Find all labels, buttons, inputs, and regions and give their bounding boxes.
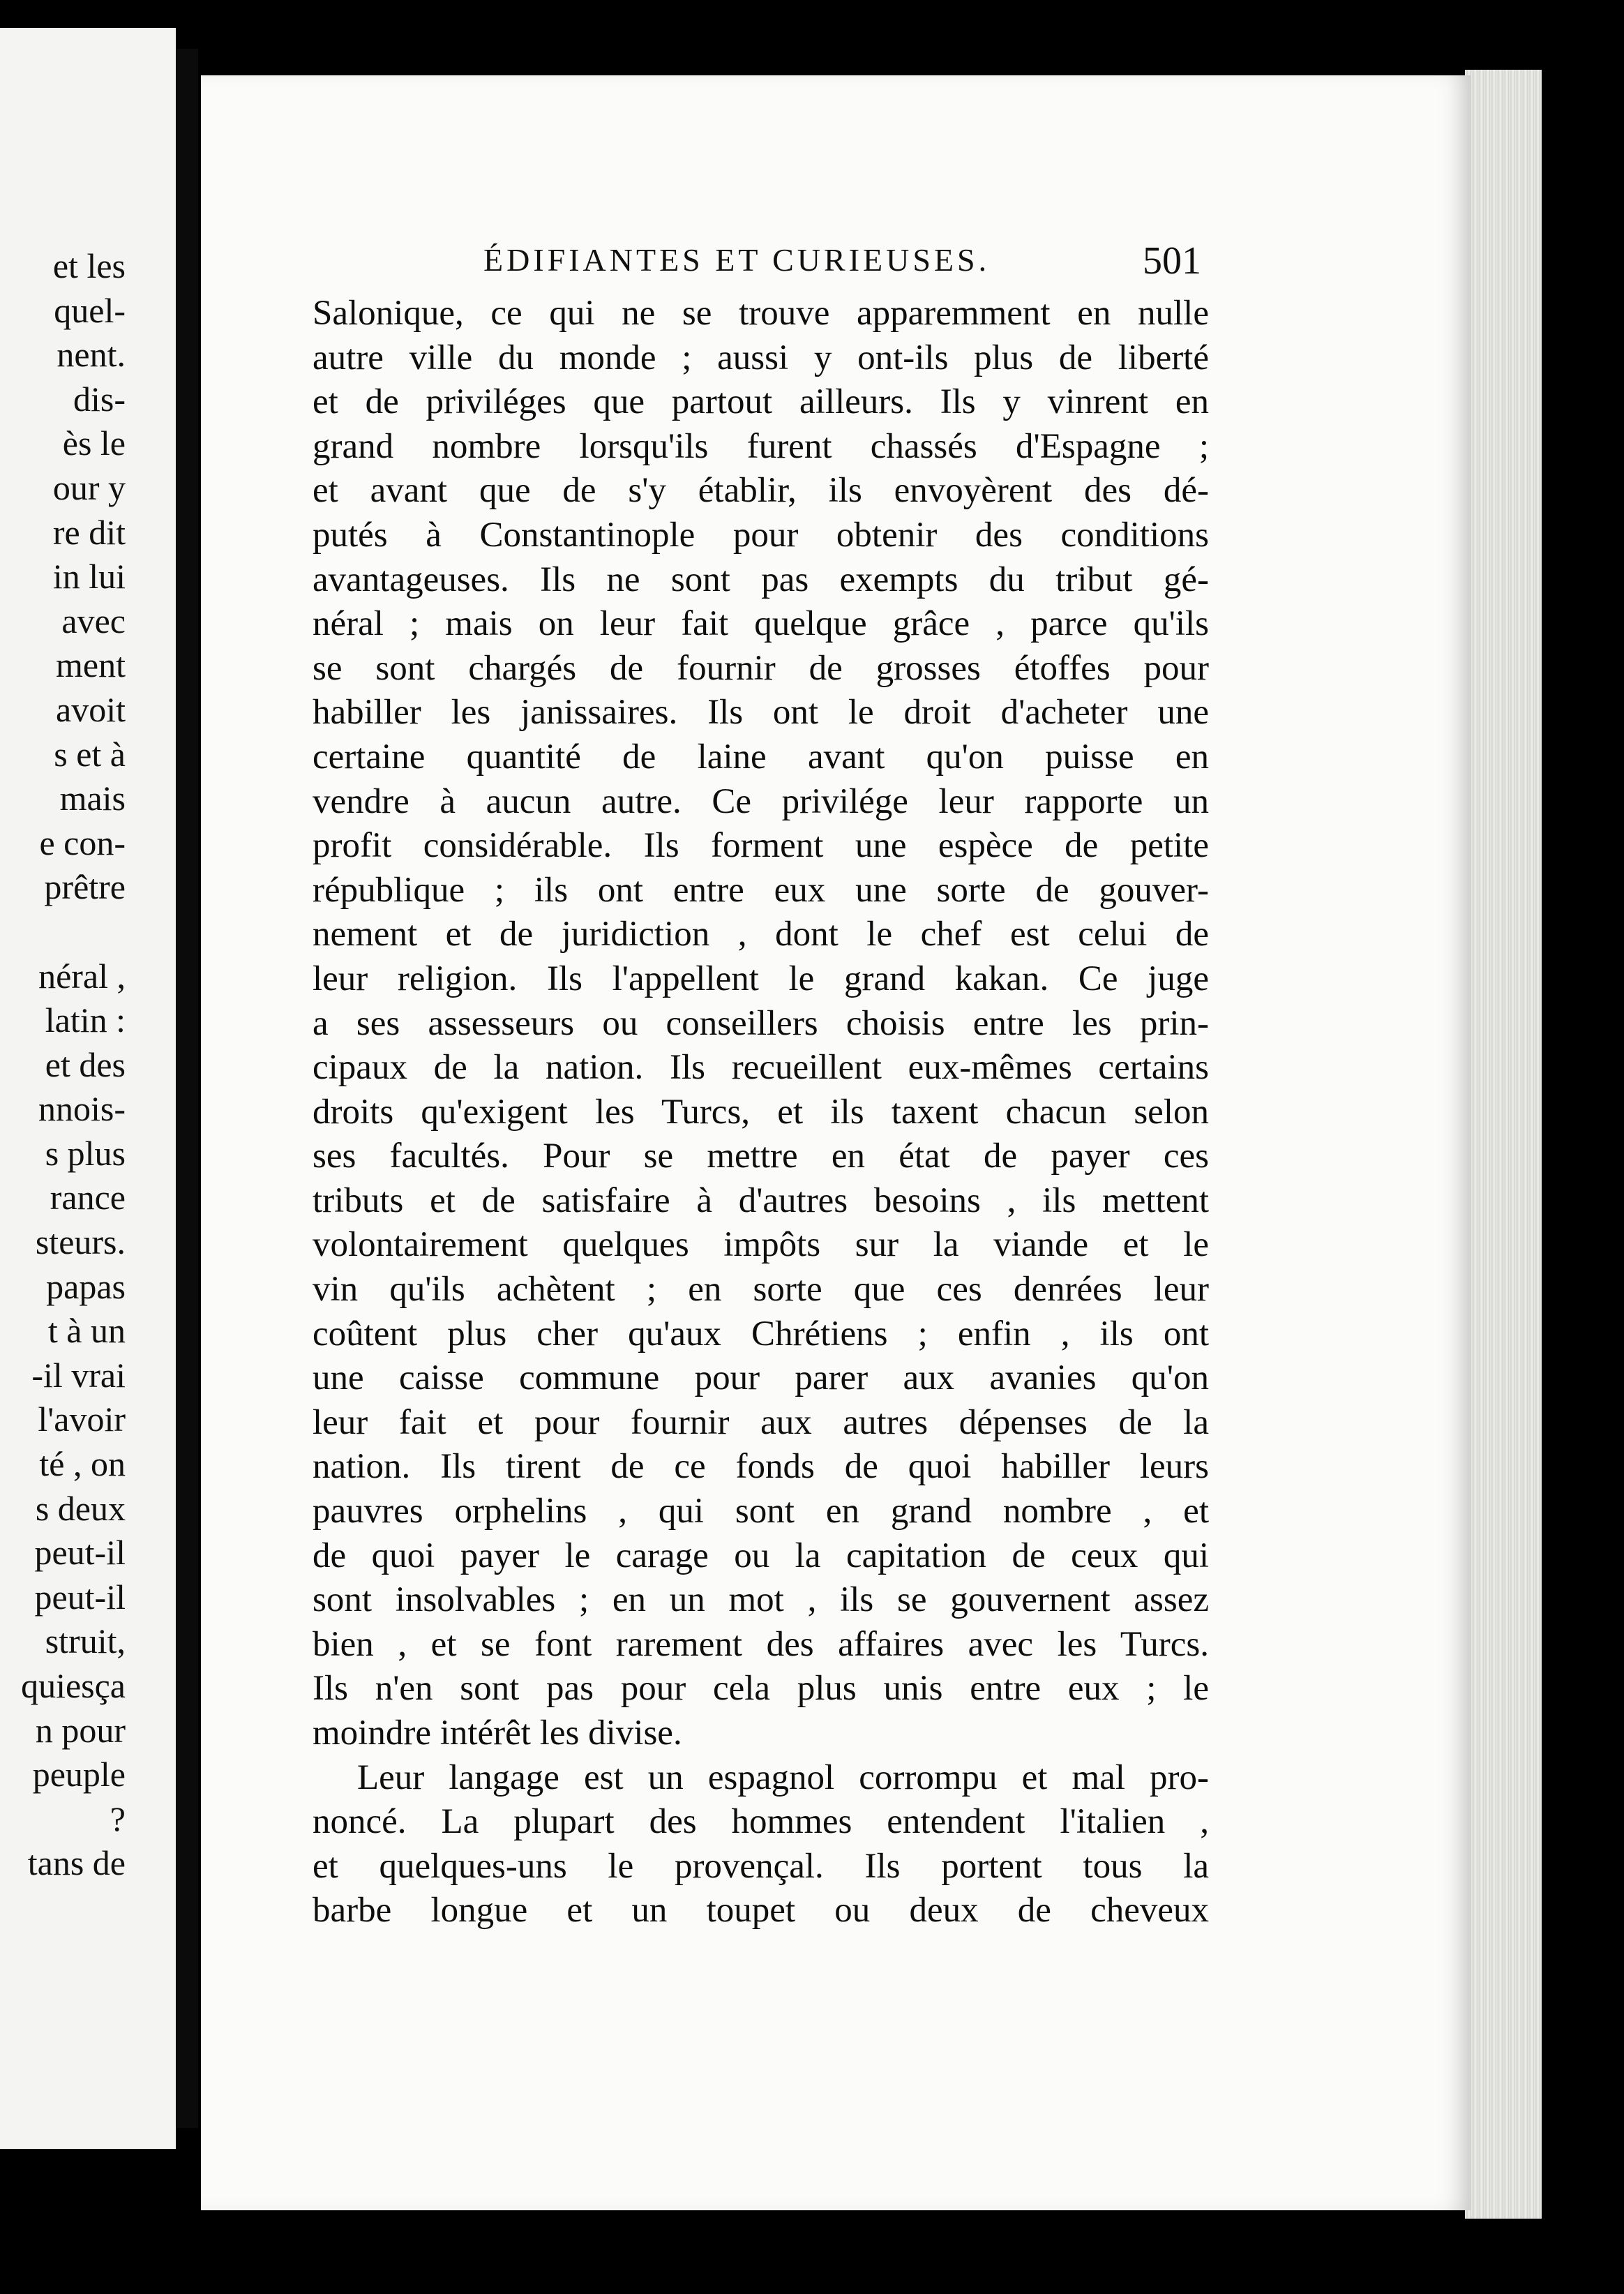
text-line: Salonique, ce qui ne se trouve apparemment en nulle [313, 294, 1209, 333]
facing-page-line: peut-il [34, 1533, 126, 1573]
running-title: ÉDIFIANTES ET CURIEUSES. [483, 242, 991, 278]
text-line: de quoi payer le carage ou la capitation de ceux qui [313, 1536, 1209, 1575]
text-line: volontairement quelques impôts sur la viande et le [313, 1225, 1209, 1265]
text-line: putés à Constantinople pour obtenir des conditions [313, 515, 1209, 555]
text-line: vendre à aucun autre. Ce privilége leur rapporte un [313, 781, 1209, 821]
facing-page-line: s deux [35, 1488, 126, 1528]
facing-page-line: avoit [56, 689, 126, 729]
text-line: leur religion. Ils l'appellent le grand kakan. Ce juge [313, 959, 1209, 998]
facing-page-line: ? [110, 1799, 126, 1838]
facing-page-line: ès le [62, 423, 126, 463]
facing-page-line: s plus [45, 1133, 126, 1173]
book-gutter [176, 49, 198, 2128]
facing-page-line: néral , [38, 956, 126, 996]
facing-page-line: prêtre [44, 867, 126, 907]
text-line: autre ville du monde ; aussi y ont-ils plus de liberté [313, 338, 1209, 377]
facing-page-left [0, 28, 176, 2149]
text-line: et de priviléges que partout ailleurs. Ils y vinrent en [313, 382, 1209, 422]
text-line: leur fait et pour fournir aux autres dépenses de la [313, 1402, 1209, 1442]
text-line: se sont chargés de fournir de grosses étoffes pour [313, 648, 1209, 688]
facing-page-line: tans de [27, 1843, 126, 1883]
facing-page-line: re dit [52, 512, 126, 552]
facing-page-line: peuple [32, 1755, 126, 1794]
text-line: coûtent plus cher qu'aux Chrétiens ; enfin , ils ont [313, 1314, 1209, 1354]
text-line: pauvres orphelins , qui sont en grand nombre , et [313, 1492, 1209, 1531]
text-line: droits qu'exigent les Turcs, et ils taxent chacun selon [313, 1092, 1209, 1132]
text-line: nement et de juridiction , dont le chef est celui de [313, 915, 1209, 954]
text-line: a ses assesseurs ou conseillers choisis entre les prin- [313, 1003, 1209, 1043]
facing-page-line: -il vrai [31, 1355, 126, 1395]
facing-page-line: s et à [54, 734, 126, 774]
text-line: tributs et de satisfaire à d'autres besoins , ils mettent [313, 1180, 1209, 1220]
facing-page-line: té , on [39, 1444, 126, 1484]
text-line: néral ; mais on leur fait quelque grâce , parce qu'ils [313, 604, 1209, 644]
facing-page-line: nent. [57, 335, 126, 375]
facing-page-line: et des [45, 1044, 126, 1084]
facing-page-line: peut-il [34, 1577, 126, 1617]
text-line: bien , et se font rarement des affaires avec les Turcs. [313, 1624, 1209, 1664]
text-line: barbe longue et un toupet ou deux de cheveux [313, 1891, 1209, 1931]
facing-page-line: et les [52, 246, 126, 285]
text-line: vin qu'ils achètent ; en sorte que ces denrées leur [313, 1270, 1209, 1310]
text-line: avantageuses. Ils ne sont pas exempts du tribut gé- [313, 560, 1209, 599]
facing-page-line: ment [56, 645, 126, 685]
text-line: nation. Ils tirent de ce fonds de quoi habiller leurs [313, 1447, 1209, 1487]
text-line: profit considérable. Ils forment une espèce de petite [313, 826, 1209, 866]
facing-page-line: our y [52, 467, 126, 507]
facing-page-line: mais [59, 779, 126, 818]
text-line: Ils n'en sont pas pour cela plus unis entre eux ; le [313, 1669, 1209, 1709]
text-line: certaine quantité de laine avant qu'on puisse en [313, 737, 1209, 777]
facing-page-line: avec [61, 601, 126, 640]
text-line: une caisse commune pour parer aux avanies qu'on [313, 1358, 1209, 1398]
text-line: grand nombre lorsqu'ils furent chassés d'Espagne ; [313, 426, 1209, 466]
facing-page-line: e con- [39, 823, 126, 862]
facing-page-text [21, 244, 126, 1886]
facing-page-line: n pour [35, 1710, 126, 1750]
facing-page-line: rance [50, 1178, 126, 1217]
text-line: ses facultés. Pour se mettre en état de payer ces [313, 1137, 1209, 1176]
text-line: sont insolvables ; en un mot , ils se gouvernent assez [313, 1580, 1209, 1620]
facing-page-line: t à un [47, 1311, 126, 1351]
text-line: et quelques-uns le provençal. Ils portent tous la [313, 1846, 1209, 1886]
book-page [201, 75, 1471, 2210]
body-text [313, 292, 1209, 1933]
facing-page-line: nnois- [38, 1089, 126, 1129]
text-line: moindre intérêt les divise. [313, 1714, 682, 1753]
facing-page-line: quiesça [21, 1666, 126, 1705]
running-header [201, 241, 1471, 283]
text-line: république ; ils ont entre eux une sorte de gouver- [313, 870, 1209, 910]
text-line: Leur langage est un espagnol corrompu et mal pro- [357, 1757, 1209, 1797]
page-stack-edges [1465, 70, 1542, 2219]
text-line: noncé. La plupart des hommes entendent l'italien , [313, 1802, 1209, 1842]
facing-page-line: in lui [52, 557, 126, 597]
text-line: et avant que de s'y établir, ils envoyèrent des dé- [313, 471, 1209, 511]
facing-page-line: quel- [54, 290, 126, 330]
facing-page-line: dis- [73, 379, 126, 419]
facing-page-line: l'avoir [38, 1400, 126, 1439]
text-line: cipaux de la nation. Ils recueillent eux-mêmes certains [313, 1048, 1209, 1088]
page-number: 501 [1143, 239, 1201, 283]
facing-page-line [21, 910, 126, 954]
facing-page-line: latin : [45, 1000, 126, 1040]
facing-page-line: steurs. [35, 1222, 126, 1262]
text-line: habiller les janissaires. Ils ont le droit d'acheter une [313, 693, 1209, 733]
facing-page-line: struit, [45, 1621, 126, 1661]
facing-page-line: papas [46, 1266, 126, 1306]
